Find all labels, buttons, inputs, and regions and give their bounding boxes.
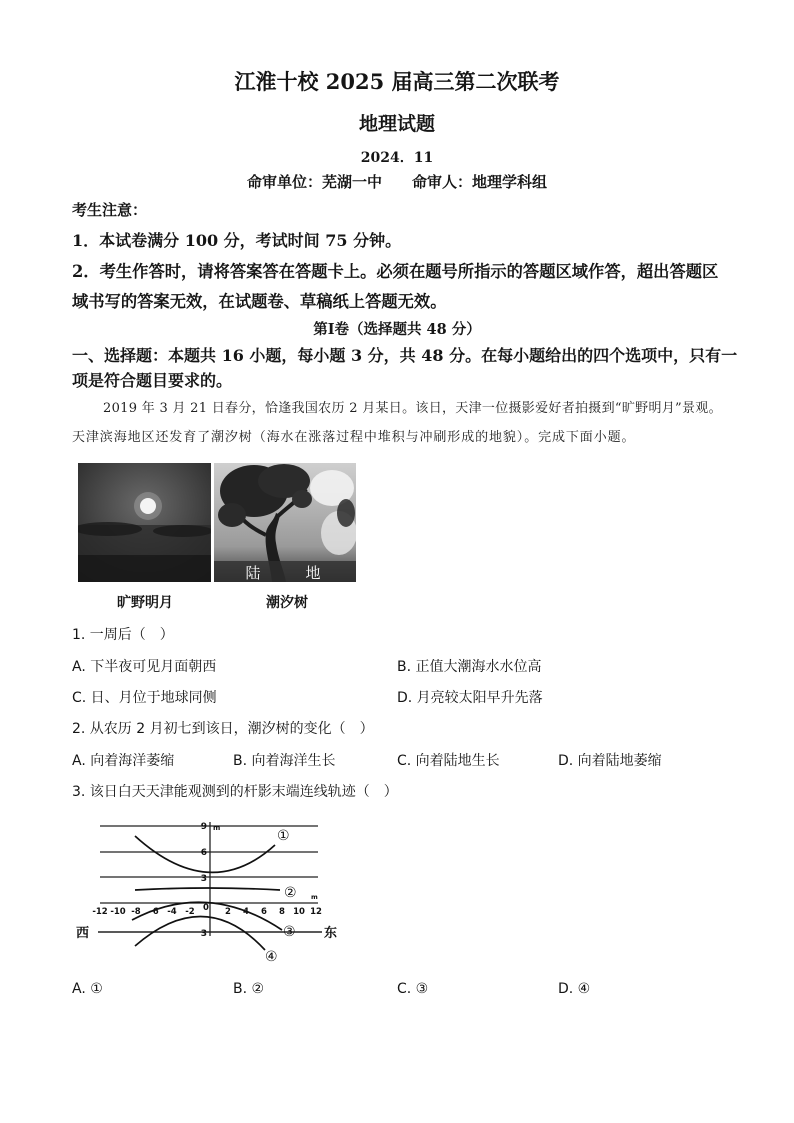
- photo-moonlit-field: [78, 463, 211, 582]
- east-label: 东: [324, 926, 338, 941]
- question-1-option-d: D. 月亮较太阳早升先落: [397, 690, 543, 706]
- question-2-option-b: B. 向着海洋生长: [233, 753, 336, 769]
- question-1-option-b: B. 正值大潮海水水位高: [397, 659, 542, 675]
- question-3-option-b: B. ②: [233, 981, 265, 997]
- curve-label-3: ③: [283, 924, 296, 940]
- overlay-label-di: 地: [305, 564, 321, 582]
- notice-item-2-line-2: 域书写的答案无效，在试题卷、草稿纸上答题无效。: [72, 292, 447, 311]
- tidal-tree-crown-left: [218, 503, 246, 527]
- shadow-trajectory-diagram: [70, 812, 350, 972]
- section-title: 第Ⅰ卷（选择题共 48 分）: [313, 321, 481, 338]
- x-tick-label: 10: [293, 907, 305, 917]
- tree-line-right: [153, 525, 211, 537]
- x-tick-label: 6: [261, 907, 267, 917]
- exam-authors: 命审单位：芜湖一中 命审人：地理学科组: [246, 173, 547, 191]
- x-tick-label: 12: [310, 907, 322, 917]
- foreground: [78, 555, 211, 582]
- question-3-option-c: C. ③: [397, 981, 429, 997]
- tidal-tree-crown-right: [292, 490, 312, 508]
- trajectory-curve-2: [135, 888, 280, 890]
- channel-right: [337, 499, 355, 527]
- exam-title: 江淮十校 2025 届高三第二次联考: [234, 69, 560, 94]
- photo-caption-moonlit-field: 旷野明月: [117, 595, 173, 611]
- photo-caption-tidal-tree: 潮汐树: [266, 595, 308, 611]
- y-tick-label-lower: 3: [200, 929, 207, 939]
- passage-line-1: 2019 年 3 月 21 日春分，恰逢我国农历 2 月某日。该日，天津一位摄影爱好者拍摄到“旷野明月”景观。: [103, 401, 722, 416]
- y-tick-label: 6: [200, 848, 207, 858]
- question-1-option-a: A. 下半夜可见月面朝西: [72, 659, 217, 675]
- question-3-stem: 3. 该日白天天津能观测到的杆影末端连线轨迹（ ）: [72, 784, 398, 800]
- land-strip: [214, 561, 356, 582]
- notice-heading: 考生注意：: [72, 201, 148, 219]
- x-tick-label: -2: [185, 907, 195, 917]
- section-instruction-line-2: 项是符合题目要求的。: [72, 371, 233, 390]
- moonlit-field-image: [78, 463, 211, 582]
- curve-label-4: ④: [265, 949, 278, 965]
- section-instruction-line-1: 一、选择题：本题共 16 小题，每小题 3 分，共 48 分。在每小题给出的四个选项中，只有一: [72, 346, 738, 365]
- question-1-stem: 1. 一周后（ ）: [72, 627, 174, 643]
- notice-item-2-line-1: 2．考生作答时，请将答案答在答题卡上。必须在题号所指示的答题区域作答，超出答题区: [72, 262, 719, 281]
- x-tick-label: 8: [279, 907, 285, 917]
- question-2-option-c: C. 向着陆地生长: [397, 753, 500, 769]
- question-2-option-d: D. 向着陆地萎缩: [558, 753, 662, 769]
- x-tick-label: -6: [149, 907, 159, 917]
- y-tick-label: 3: [200, 874, 207, 884]
- x-tick-label: 4: [243, 907, 249, 917]
- exam-date: 2024．11: [360, 150, 434, 166]
- curve-label-1: ①: [277, 828, 290, 844]
- subject-title: 地理试题: [358, 113, 435, 135]
- y-tick-label: 9: [200, 822, 207, 832]
- question-2-option-a: A. 向着海洋萎缩: [72, 753, 175, 769]
- photo-tidal-tree: [214, 463, 356, 582]
- west-label: 西: [76, 926, 90, 941]
- curve-label-2: ②: [284, 885, 297, 901]
- x-tick-label: -12: [92, 907, 108, 917]
- question-3-option-d: D. ④: [558, 981, 591, 997]
- moon: [140, 498, 156, 514]
- tidal-tree-image: [214, 463, 356, 582]
- x-unit-label: m: [311, 893, 318, 901]
- question-1-option-c: C. 日、月位于地球同侧: [72, 690, 217, 706]
- question-3-option-a: A. ①: [72, 981, 103, 997]
- x-tick-label: -8: [131, 907, 141, 917]
- x-tick-label: 0: [203, 903, 209, 913]
- question-2-stem: 2. 从农历 2 月初七到该日，潮汐树的变化（ ）: [72, 721, 374, 737]
- overlay-label-lu: 陆: [245, 564, 261, 582]
- y-unit-label: m: [213, 824, 221, 832]
- notice-item-1: 1．本试卷满分 100 分，考试时间 75 分钟。: [72, 231, 402, 250]
- passage-line-2: 天津滨海地区还发育了潮汐树（海水在涨落过程中堆积与冲刷形成的地貌）。完成下面小题。: [72, 430, 636, 445]
- x-tick-label: -4: [167, 907, 177, 917]
- x-tick-label: -10: [110, 907, 126, 917]
- x-tick-label: 2: [225, 907, 231, 917]
